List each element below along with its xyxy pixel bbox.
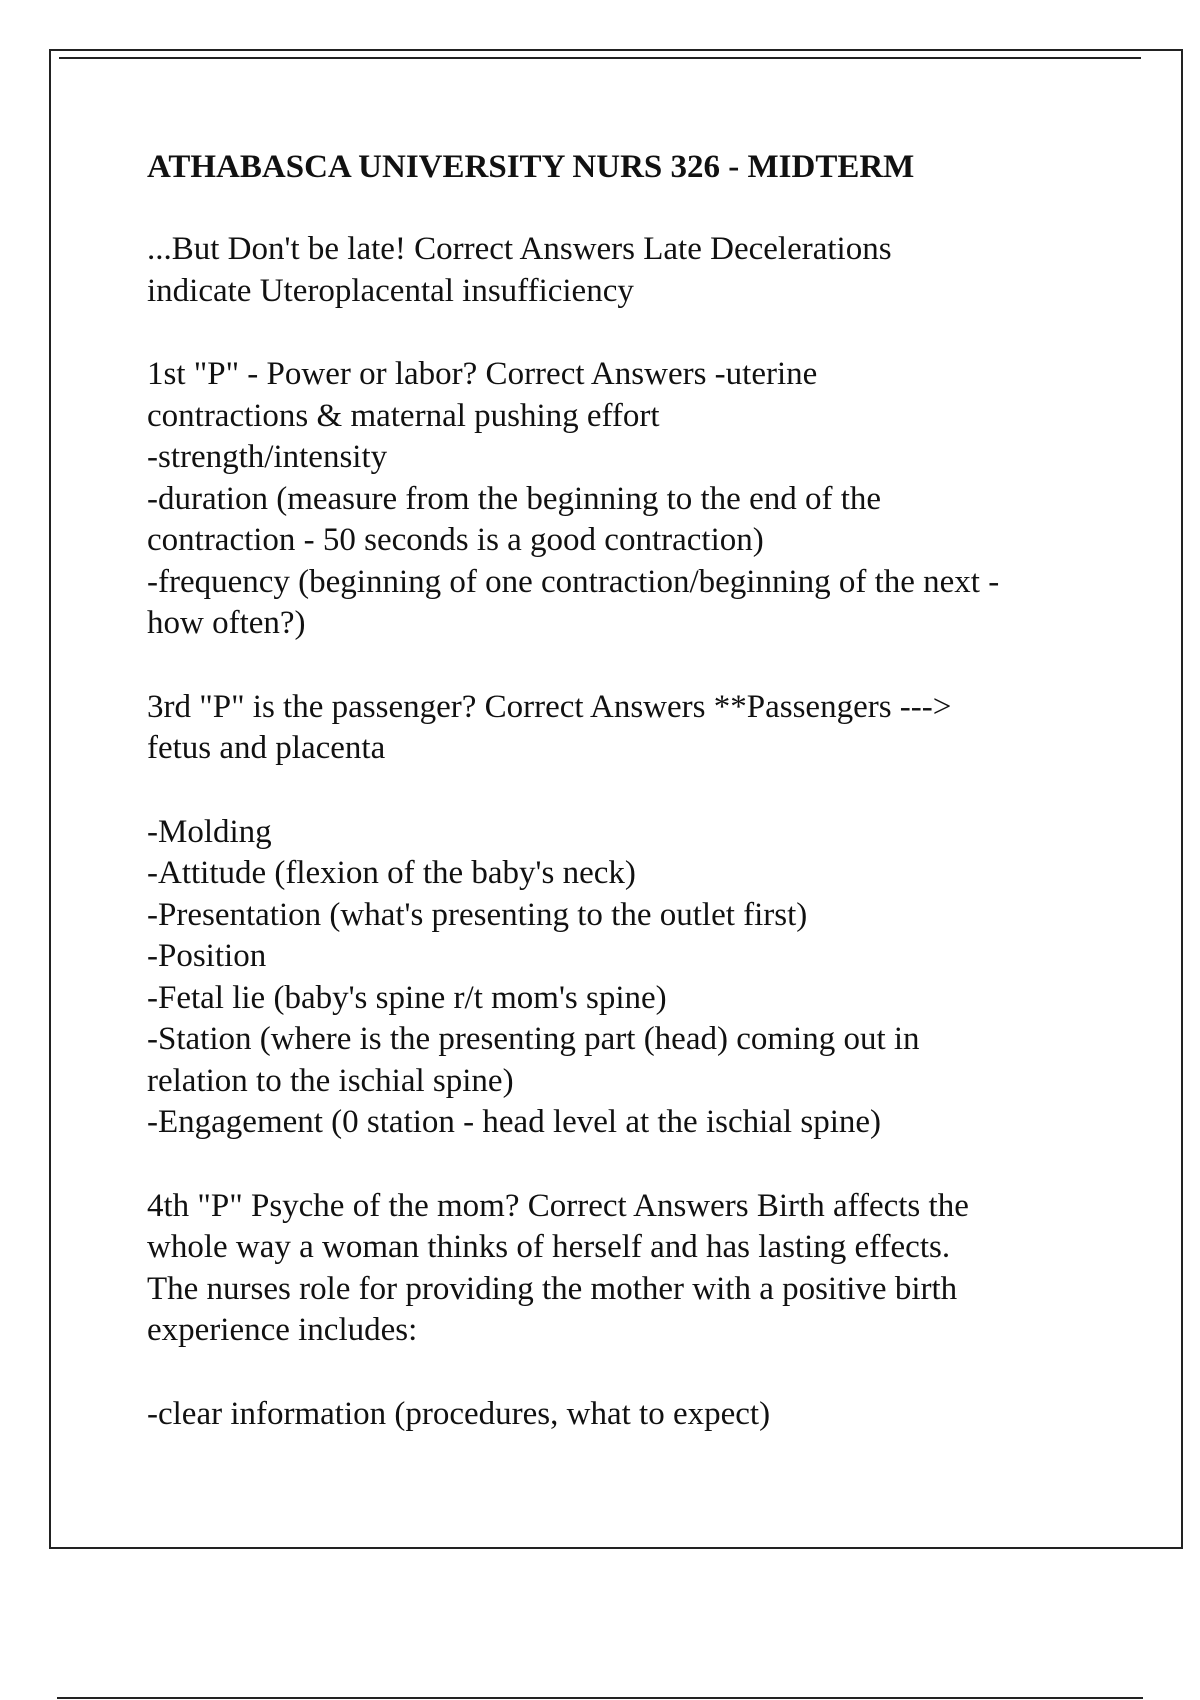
page-border: [49, 49, 1183, 1549]
text-line: fetus and placenta: [147, 730, 386, 766]
qa-fourth-p-psyche: [147, 1186, 1127, 1352]
qa-first-p-power: [147, 354, 1127, 645]
text-line: 3rd "P" is the passenger? Correct Answers **Passengers --->: [147, 688, 952, 725]
text-line: ...But Don't be late! Correct Answers Late Decelerations: [147, 231, 892, 267]
text-line: contractions & maternal pushing effort: [147, 397, 660, 434]
text-line: 4th "P" Psyche of the mom? Correct Answers Birth affects the: [147, 1187, 969, 1224]
top-rule: [59, 57, 1141, 59]
passenger-factors-list: [147, 812, 1127, 1144]
psyche-support-list: [147, 1394, 1127, 1436]
list-item: -Engagement (0 station - head level at the ischial spine): [147, 1104, 881, 1140]
text-line: how often?): [147, 605, 306, 641]
text-line: -strength/intensity: [147, 439, 388, 475]
text-line: The nurses role for providing the mother with a positive birth: [147, 1270, 958, 1307]
list-item: -Molding: [147, 813, 272, 850]
bottom-rule: [57, 1697, 1143, 1699]
document-title: ATHABASCA UNIVERSITY NURS 326 - MIDTERM: [147, 149, 915, 185]
text-line: experience includes:: [147, 1312, 418, 1348]
document-body: [147, 147, 1127, 1477]
list-item: -Position: [147, 938, 267, 974]
list-item: -Attitude (flexion of the baby's neck): [147, 855, 636, 891]
text-line: indicate Uteroplacental insufficiency: [147, 272, 634, 309]
list-item: -Fetal lie (baby's spine r/t mom's spine): [147, 979, 667, 1016]
list-item: -clear information (procedures, what to expect): [147, 1395, 771, 1432]
list-item: -Station (where is the presenting part (head) coming out in: [147, 1021, 920, 1057]
text-line: -duration (measure from the beginning to the end of the: [147, 480, 882, 517]
text-line: -frequency (beginning of one contraction/beginning of the next -: [147, 563, 1000, 600]
list-item: -Presentation (what's presenting to the outlet first): [147, 896, 808, 933]
list-item: relation to the ischial spine): [147, 1062, 514, 1099]
text-line: contraction - 50 seconds is a good contraction): [147, 522, 764, 558]
qa-third-p-passenger: [147, 687, 1127, 770]
qa-late-decelerations: [147, 229, 1127, 312]
text-line: 1st "P" - Power or labor? Correct Answers -uterine: [147, 356, 818, 392]
text-line: whole way a woman thinks of herself and has lasting effects.: [147, 1229, 951, 1265]
